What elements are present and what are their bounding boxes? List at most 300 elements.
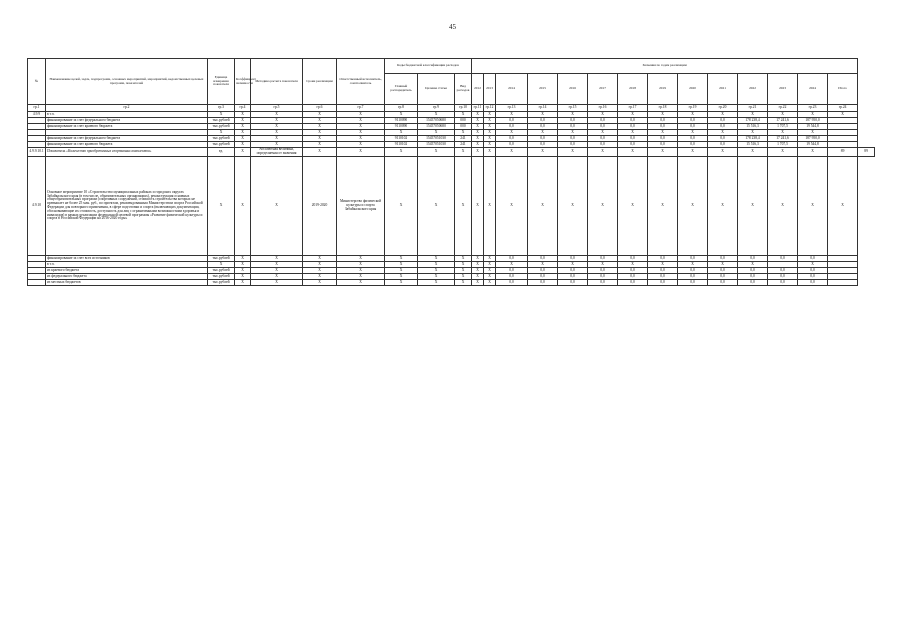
column-number: гр.3 — [208, 105, 235, 112]
table-cell: X — [768, 157, 798, 256]
col-header-responsible: Ответственный исполнитель, соисполнитель — [337, 59, 385, 105]
row-name: из местных бюджетов — [46, 280, 208, 286]
table-cell: X — [528, 112, 558, 118]
table-cell: 15 516,3 — [738, 142, 768, 148]
table-cell: 15457050680 — [418, 124, 455, 130]
row-number: 4.9.9 — [28, 112, 46, 118]
column-numbers-row — [28, 105, 875, 112]
table-cell: X — [738, 130, 768, 136]
table-cell: X — [588, 112, 618, 118]
table-cell: 241 — [455, 142, 472, 148]
table-cell: 0,0 — [768, 268, 798, 274]
table-cell: X — [455, 274, 472, 280]
table-cell: X — [235, 112, 251, 118]
table-cell: 0,0 — [738, 256, 768, 262]
col-header-year: 2014 — [496, 74, 528, 105]
table-cell: X — [768, 148, 798, 157]
table-cell: X — [455, 280, 472, 286]
table-cell: 0,0 — [618, 268, 648, 274]
table-cell: 0,0 — [588, 118, 618, 124]
table-cell: 000 — [455, 118, 472, 124]
table-cell: 89 — [828, 148, 858, 157]
table-cell: 0,0 — [588, 136, 618, 142]
table-cell: X — [828, 112, 858, 118]
table-cell: X — [484, 148, 496, 157]
table-cell: 0,0 — [768, 274, 798, 280]
table-cell: X — [798, 112, 828, 118]
table-cell: 0,0 — [528, 256, 558, 262]
table-cell: X — [385, 157, 418, 256]
table-cell: 9110090 — [385, 124, 418, 130]
table-cell: X — [303, 148, 337, 157]
table-cell: X — [418, 280, 455, 286]
column-number: гр.19 — [678, 105, 708, 112]
table-cell: X — [472, 130, 484, 136]
table-cell: X — [472, 112, 484, 118]
indicator-row — [28, 148, 875, 157]
table-cell: 17 241,6 — [768, 136, 798, 142]
table-cell: 0,0 — [678, 124, 708, 130]
col-header-name: Наименование целей, задач, подпрограмм, основных мероприятий, мероприятий, ведомственных целевых программ, показателей — [46, 59, 208, 105]
table-cell: X — [251, 142, 303, 148]
col-header-budget-codes: Коды бюджетной классификации расходов — [385, 59, 472, 74]
table-cell: 0,0 — [798, 280, 828, 286]
table-cell: X — [588, 157, 618, 256]
table-cell: X — [235, 262, 251, 268]
table-cell: X — [472, 124, 484, 130]
table-cell: X — [303, 256, 337, 262]
coef-cell: X — [235, 148, 251, 157]
column-number: гр.8 — [385, 105, 418, 112]
table-cell: X — [337, 268, 385, 274]
table-cell: X — [208, 112, 235, 118]
col-header-unit: Единица измерения показателя — [208, 59, 235, 105]
table-cell: 0,0 — [618, 274, 648, 280]
table-cell: X — [484, 118, 496, 124]
col-header-year: 2020 — [678, 74, 708, 105]
table-cell: 1 707,5 — [768, 124, 798, 130]
col-header-year: 2015 — [528, 74, 558, 105]
table-cell: X — [208, 130, 235, 136]
table-cell: X — [496, 262, 528, 268]
table-cell: 0,0 — [678, 118, 708, 124]
table-cell: X — [484, 268, 496, 274]
row-name: в т.ч. — [46, 262, 208, 268]
table-cell: X — [235, 256, 251, 262]
table-cell: X — [738, 112, 768, 118]
table-cell: 0,0 — [648, 274, 678, 280]
table-cell: 0,0 — [496, 256, 528, 262]
table-cell: X — [738, 148, 768, 157]
table-cell: 19 544,8 — [798, 124, 828, 130]
page-number: 45 — [449, 23, 456, 31]
table-cell: 0,0 — [558, 268, 588, 274]
table-cell: X — [618, 112, 648, 118]
table-cell: X — [618, 262, 648, 268]
table-cell: X — [455, 112, 472, 118]
table-cell: X — [798, 262, 828, 268]
table-cell: 0,0 — [678, 274, 708, 280]
table-cell: X — [303, 112, 337, 118]
table-cell: X — [337, 148, 385, 157]
table-cell: X — [496, 148, 528, 157]
table-cell: X — [455, 256, 472, 262]
table-cell: X — [472, 268, 484, 274]
table-cell: тыс.рублей — [208, 118, 235, 124]
table-cell: X — [303, 124, 337, 130]
table-cell: X — [528, 130, 558, 136]
row-name: финансирование за счет федерального бюджета — [46, 118, 208, 124]
table-cell: X — [472, 118, 484, 124]
table-cell: X — [798, 148, 828, 157]
table-cell: 0,0 — [618, 124, 648, 130]
column-number: гр.13 — [496, 105, 528, 112]
table-cell: 17 241,6 — [768, 118, 798, 124]
table-cell: 0,0 — [588, 142, 618, 148]
column-number: гр.2 — [46, 105, 208, 112]
method-cell: Абсолютная величина, определяемая от значения — [251, 148, 303, 157]
table-cell: X — [472, 262, 484, 268]
table-cell: 0,0 — [588, 256, 618, 262]
table-cell: X — [678, 130, 708, 136]
table-cell: X — [337, 280, 385, 286]
table-cell: 187 950,0 — [798, 136, 828, 142]
col-header-expense-type: Вид расходов — [455, 74, 472, 105]
table-cell: 0,0 — [528, 118, 558, 124]
table-cell: X — [251, 130, 303, 136]
col-header-total: Итого — [828, 74, 858, 105]
col-header-years-title: Значения по годам реализации — [472, 59, 858, 74]
table-cell: 0,0 — [558, 118, 588, 124]
table-cell: X — [472, 148, 484, 157]
table-cell: X — [678, 157, 708, 256]
table-cell: X — [484, 124, 496, 130]
table-cell: 9110090 — [385, 118, 418, 124]
table-cell: X — [618, 148, 648, 157]
table-cell: X — [484, 112, 496, 118]
table-cell: 0,0 — [678, 268, 708, 274]
term-cell: 2019-2020 — [303, 157, 337, 256]
table-cell: 0,0 — [708, 142, 738, 148]
table-cell: X — [558, 130, 588, 136]
col-header-chief: Главный распорядитель — [385, 74, 418, 105]
table-cell: 178 238,4 — [738, 136, 768, 142]
budget-table-sheet — [27, 58, 875, 286]
table-cell: X — [385, 112, 418, 118]
table-cell: 0,0 — [708, 268, 738, 274]
table-cell: X — [251, 274, 303, 280]
column-number: гр.10 — [455, 105, 472, 112]
table-cell: 0,0 — [496, 280, 528, 286]
table-cell: X — [303, 280, 337, 286]
table-cell: X — [337, 274, 385, 280]
table-cell: 0,0 — [618, 280, 648, 286]
table-cell: X — [798, 130, 828, 136]
table-cell: X — [708, 112, 738, 118]
table-cell: 0,0 — [528, 274, 558, 280]
table-cell: X — [708, 157, 738, 256]
column-number: гр.22 — [768, 105, 798, 112]
table-cell: X — [528, 262, 558, 268]
table-cell: X — [303, 136, 337, 142]
row-name: финансирование за счет краевого бюджета — [46, 124, 208, 130]
table-cell: X — [496, 130, 528, 136]
table-cell: 0,0 — [496, 142, 528, 148]
table-cell: 0,0 — [648, 280, 678, 286]
column-number: гр.21 — [738, 105, 768, 112]
table-cell: X — [251, 118, 303, 124]
table-cell: X — [484, 280, 496, 286]
table-cell: X — [798, 157, 828, 256]
table-cell: 0,0 — [558, 274, 588, 280]
table-cell: 0,0 — [678, 136, 708, 142]
table-cell: тыс.рублей — [208, 280, 235, 286]
table-cell: X — [385, 148, 418, 157]
method-cell: X — [251, 157, 303, 256]
col-header-method: Методика расчета показателя — [251, 59, 303, 105]
table-cell: X — [303, 130, 337, 136]
table-cell: X — [472, 136, 484, 142]
row-number: 4.9.9.10.1 — [28, 148, 46, 157]
table-cell: X — [484, 142, 496, 148]
table-cell: X — [418, 274, 455, 280]
column-number: гр.20 — [708, 105, 738, 112]
table-cell: X — [472, 256, 484, 262]
col-header-year: 2022 — [738, 74, 768, 105]
table-cell: тыс.рублей — [208, 142, 235, 148]
table-cell: X — [303, 262, 337, 268]
table-cell: 0,0 — [738, 280, 768, 286]
table-cell: X — [235, 136, 251, 142]
table-cell: 0,0 — [528, 280, 558, 286]
table-cell: X — [337, 262, 385, 268]
table-row — [28, 280, 875, 286]
table-cell: X — [738, 262, 768, 268]
column-number: гр.9 — [418, 105, 455, 112]
table-cell: X — [708, 262, 738, 268]
table-cell: X — [418, 130, 455, 136]
table-cell: X — [385, 274, 418, 280]
table-cell: 0,0 — [558, 124, 588, 130]
table-cell: тыс.рублей — [208, 274, 235, 280]
table-cell: 0,0 — [496, 274, 528, 280]
row-name: финансирование за счет краевого бюджета — [46, 142, 208, 148]
table-cell: X — [472, 142, 484, 148]
table-cell: 178 238,4 — [738, 118, 768, 124]
table-cell: 89 — [858, 148, 875, 157]
table-cell: 0,0 — [708, 124, 738, 130]
table-cell: 0,0 — [738, 268, 768, 274]
column-number: гр.18 — [648, 105, 678, 112]
table-cell: X — [385, 280, 418, 286]
table-cell: 0,0 — [496, 118, 528, 124]
table-cell: X — [455, 148, 472, 157]
table-cell: 0,0 — [678, 142, 708, 148]
table-cell: 0,0 — [558, 142, 588, 148]
table-cell: X — [484, 136, 496, 142]
table-cell: X — [455, 262, 472, 268]
table-cell: X — [251, 124, 303, 130]
table-cell: 0,0 — [738, 274, 768, 280]
table-cell: 9110102 — [385, 136, 418, 142]
column-number: гр.23 — [798, 105, 828, 112]
responsible-cell: Министерство физической культуры и спорта Забайкальского края — [337, 157, 385, 256]
table-cell: X — [251, 262, 303, 268]
table-cell: X — [648, 262, 678, 268]
table-cell: 9110102 — [385, 142, 418, 148]
table-cell: 15 516,3 — [738, 124, 768, 130]
table-cell: X — [708, 130, 738, 136]
col-header-year: 2013 — [484, 74, 496, 105]
table-cell: 19 544,8 — [798, 142, 828, 148]
table-cell: X — [337, 142, 385, 148]
table-cell: 15457050680 — [418, 118, 455, 124]
col-header-year: 2023 — [768, 74, 798, 105]
table-cell: X — [208, 262, 235, 268]
table-cell: X — [235, 142, 251, 148]
col-header-year: 2016 — [558, 74, 588, 105]
table-cell: 0,0 — [528, 142, 558, 148]
table-cell: X — [337, 256, 385, 262]
table-cell: тыс.рублей — [208, 268, 235, 274]
table-cell: 0,0 — [678, 256, 708, 262]
table-cell: 187 950,0 — [798, 118, 828, 124]
column-number: гр.24 — [828, 105, 858, 112]
table-cell: X — [385, 268, 418, 274]
table-cell: X — [337, 112, 385, 118]
table-cell: X — [235, 280, 251, 286]
table-cell: 0,0 — [648, 256, 678, 262]
table-cell: X — [558, 262, 588, 268]
table-cell: X — [418, 148, 455, 157]
table-cell: X — [303, 142, 337, 148]
table-cell: 0,0 — [618, 142, 648, 148]
table-cell: X — [418, 262, 455, 268]
column-number: гр.7 — [337, 105, 385, 112]
table-cell: X — [484, 256, 496, 262]
table-cell: X — [455, 157, 472, 256]
table-cell: X — [251, 112, 303, 118]
col-header-year: 2021 — [708, 74, 738, 105]
table-cell: 0,0 — [588, 280, 618, 286]
table-cell: 0,0 — [798, 274, 828, 280]
table-cell: X — [618, 130, 648, 136]
table-cell: 0,0 — [798, 268, 828, 274]
table-cell: X — [484, 274, 496, 280]
table-cell: 15457051030 — [418, 142, 455, 148]
table-cell: X — [484, 157, 496, 256]
table-cell: X — [678, 112, 708, 118]
table-cell: X — [588, 262, 618, 268]
table-cell: 0,0 — [708, 118, 738, 124]
row-name: финансирование за счет всех источников — [46, 256, 208, 262]
table-cell: X — [472, 274, 484, 280]
table-cell: X — [385, 262, 418, 268]
event-row — [28, 157, 875, 256]
table-cell: X — [484, 130, 496, 136]
row-name: Основное мероприятие 10 «Строительство муниципальных районах и городских округах Забайкальского края (в том числе, образовательных организациях), реконструкция основных общеобразовательных программ (спортивных сооружений, стоимость строительства которых не превышает не более 25 млн. руб., по проектам, рекомендованным Министерством спорта Российской Федерации для повторного применения, в сфере подготовки и спорта (включающих документации, обосновывающие их стоимость, доступность для лиц с ограниченными возможностями здоровья и инвалидов) в рамках реализации федеральной целевой программы «Развитие физической культуры и спорта в Российской Федерации на 2016-2020 годы» — [46, 157, 208, 256]
col-header-year: 2018 — [618, 74, 648, 105]
table-cell: 000 — [455, 124, 472, 130]
table-cell: 0,0 — [618, 136, 648, 142]
col-header-year: 2017 — [588, 74, 618, 105]
col-header-year: 2024 — [798, 74, 828, 105]
table-cell: тыс.рублей — [208, 136, 235, 142]
table-cell: X — [418, 268, 455, 274]
coef-cell: X — [235, 157, 251, 256]
table-cell: X — [738, 157, 768, 256]
column-number: гр.6 — [303, 105, 337, 112]
table-cell: 0,0 — [648, 142, 678, 148]
table-cell: X — [768, 130, 798, 136]
column-number: гр.17 — [618, 105, 648, 112]
table-cell: 0,0 — [708, 274, 738, 280]
table-cell: тыс.рублей — [208, 256, 235, 262]
table-cell: X — [235, 118, 251, 124]
table-cell: 0,0 — [588, 124, 618, 130]
table-cell: X — [251, 268, 303, 274]
table-cell: 0,0 — [768, 280, 798, 286]
table-cell: X — [496, 157, 528, 256]
table-cell: 0,0 — [528, 268, 558, 274]
column-number: гр.14 — [528, 105, 558, 112]
unit-cell: ед. — [208, 148, 235, 157]
table-cell: X — [618, 157, 648, 256]
table-cell: X — [678, 148, 708, 157]
column-number: гр.12 — [484, 105, 496, 112]
table-cell: X — [558, 157, 588, 256]
table-cell: X — [337, 130, 385, 136]
table-cell: X — [418, 157, 455, 256]
table-cell: 0,0 — [558, 256, 588, 262]
table-cell: 0,0 — [708, 280, 738, 286]
col-header-num: № — [28, 59, 46, 105]
column-number: гр.4 — [235, 105, 251, 112]
table-cell: 15457051030 — [418, 136, 455, 142]
table-cell: X — [251, 256, 303, 262]
table-cell: X — [418, 256, 455, 262]
table-cell: X — [337, 118, 385, 124]
table-cell: 0,0 — [588, 268, 618, 274]
table-cell: X — [768, 112, 798, 118]
table-cell: X — [648, 112, 678, 118]
table-cell: X — [385, 256, 418, 262]
table-cell: 0,0 — [648, 118, 678, 124]
budget-table — [27, 58, 875, 286]
column-number: гр.15 — [558, 105, 588, 112]
table-cell: 0,0 — [678, 280, 708, 286]
table-cell: X — [558, 112, 588, 118]
table-cell: 0,0 — [496, 268, 528, 274]
table-cell: X — [648, 157, 678, 256]
row-name: Показатель «Количество приобретенных спортивных комплектов» — [46, 148, 208, 157]
table-cell: X — [528, 148, 558, 157]
row-name: в т.ч. — [46, 112, 208, 118]
table-cell: X — [235, 124, 251, 130]
table-cell: X — [558, 148, 588, 157]
table-cell: 0,0 — [558, 280, 588, 286]
table-cell: X — [648, 130, 678, 136]
row-name: финансирование за счет федерального бюджета — [46, 136, 208, 142]
col-header-year: 2012 — [472, 74, 484, 105]
table-cell: 1 707,5 — [768, 142, 798, 148]
table-cell: 0,0 — [648, 268, 678, 274]
table-cell: X — [528, 157, 558, 256]
table-cell: 0,0 — [528, 136, 558, 142]
col-header-year: 2019 — [648, 74, 678, 105]
table-cell: 0,0 — [708, 136, 738, 142]
table-cell: X — [251, 280, 303, 286]
